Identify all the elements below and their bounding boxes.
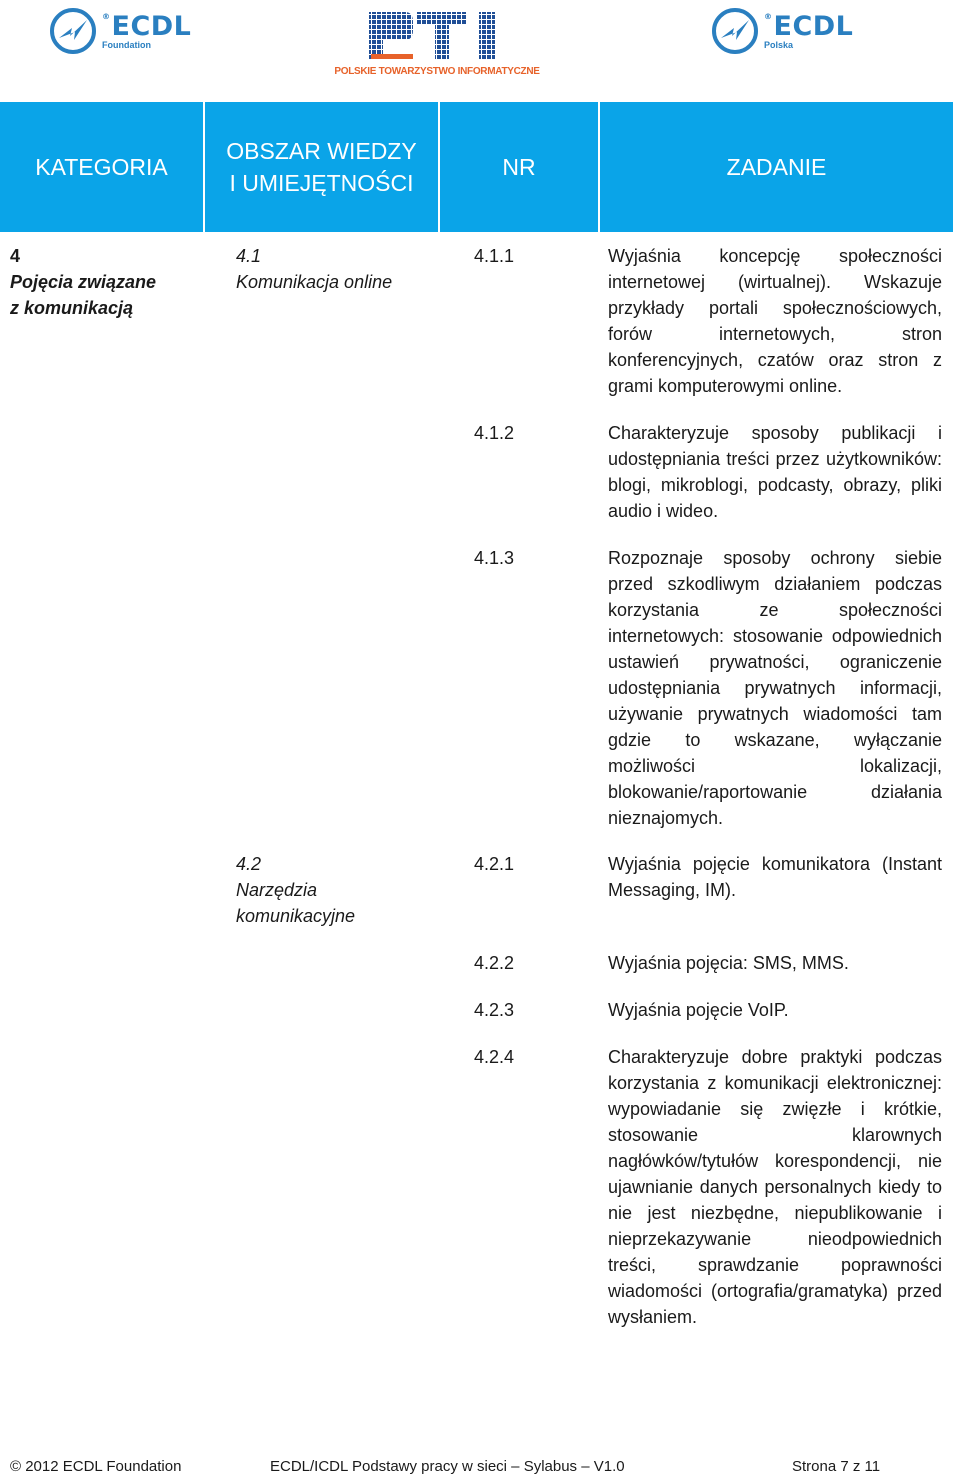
area-name: Narzędzia	[236, 880, 318, 900]
task-ref: 4.1.3	[474, 548, 515, 568]
footer-page: Strona 7 z 11	[792, 1458, 881, 1475]
pti-mark-icon	[367, 10, 507, 62]
area-name: komunikacyjne	[236, 906, 356, 926]
area-cell	[236, 243, 436, 295]
header-nr: NR	[440, 102, 598, 232]
category-title-line2: z komunikacją	[10, 298, 134, 318]
ecdl-polska-logo: ®ECDL Polska	[712, 8, 853, 54]
category-title-line1: Pojęcia związane	[10, 272, 157, 292]
category-number: 4	[10, 246, 21, 266]
task-text: Charakteryzuje dobre praktyki podczas korzystania z komunikacji elektronicznej: wypowiadanie się zwięzłe i krótkie, stosowanie klarownych nagłówków/tytułów korespondencji, nie ujawnianie danych personalnych kiedy to nie jest niezbędne, niepublikowanie i nieprzekazywanie nieodpowiednich treści, sprawdzanie poprawności wiadomości (ortografia/gramatyka) przed wysłaniem.	[608, 1047, 942, 1327]
ecdl-polska-name: ECDL	[773, 10, 854, 42]
ecdl-foundation-name: ECDL	[111, 10, 192, 42]
ecdl-polska-sub: Polska	[764, 39, 794, 50]
task-text: Charakteryzuje sposoby publikacji i udostępniania treści przez użytkowników: blogi, mikroblogi, podcasty, obrazy, pliki audio i wideo.	[608, 423, 942, 521]
globe-icon	[712, 8, 758, 54]
area-name: Komunikacja online	[236, 272, 393, 292]
pti-subtitle: POLSKIE TOWARZYSTWO INFORMATYCZNE	[334, 66, 540, 77]
task-text: Wyjaśnia pojęcie komunikatora (Instant Messaging, IM).	[608, 854, 942, 900]
task-ref: 4.1.2	[474, 423, 515, 443]
ecdl-foundation-logo: ®ECDL Foundation	[50, 8, 191, 54]
logo-bar	[0, 0, 960, 90]
header-zadanie: ZADANIE	[600, 102, 953, 232]
task-ref: 4.2.4	[474, 1047, 515, 1067]
task-text: Wyjaśnia koncepcję społeczności internetowej (wirtualnej). Wskazuje przykłady portali społecznościowych, forów internetowych, stron konferencyjnych, czatów oraz stron z grami komputerowymi online.	[608, 246, 942, 396]
ecdl-foundation-sub: Foundation	[102, 39, 151, 50]
area-number: 4.2	[236, 854, 262, 874]
task-ref: 4.2.3	[474, 1000, 515, 1020]
area-number: 4.1	[236, 246, 262, 266]
task-ref: 4.1.1	[474, 246, 515, 266]
task-text: Wyjaśnia pojęcie VoIP.	[608, 1000, 789, 1020]
category-cell	[10, 243, 190, 321]
task-text: Wyjaśnia pojęcia: SMS, MMS.	[608, 953, 849, 973]
header-obszar: OBSZAR WIEDZY I UMIEJĘTNOŚCI	[205, 102, 438, 232]
pti-logo	[324, 10, 550, 77]
area-cell	[236, 851, 436, 929]
task-ref: 4.2.2	[474, 953, 515, 973]
footer-document: ECDL/ICDL Podstawy pracy w sieci – Sylabus – V1.0	[270, 1458, 625, 1475]
footer-copyright: © 2012 ECDL Foundation	[10, 1458, 182, 1475]
header-kategoria: KATEGORIA	[0, 102, 203, 232]
task-text: Rozpoznaje sposoby ochrony siebie przed szkodliwym działaniem podczas korzystania ze społeczności internetowych: stosowanie odpowiednich ustawień prywatności, ograniczenie udostępniania prywatnych informacji, używanie prywatnych wiadomości tam gdzie to wskazane, wyłączanie możliwości lokalizacji, blokowanie/raportowanie działania nieznajomych.	[608, 548, 942, 828]
task-ref: 4.2.1	[474, 854, 515, 874]
globe-icon	[50, 8, 96, 54]
